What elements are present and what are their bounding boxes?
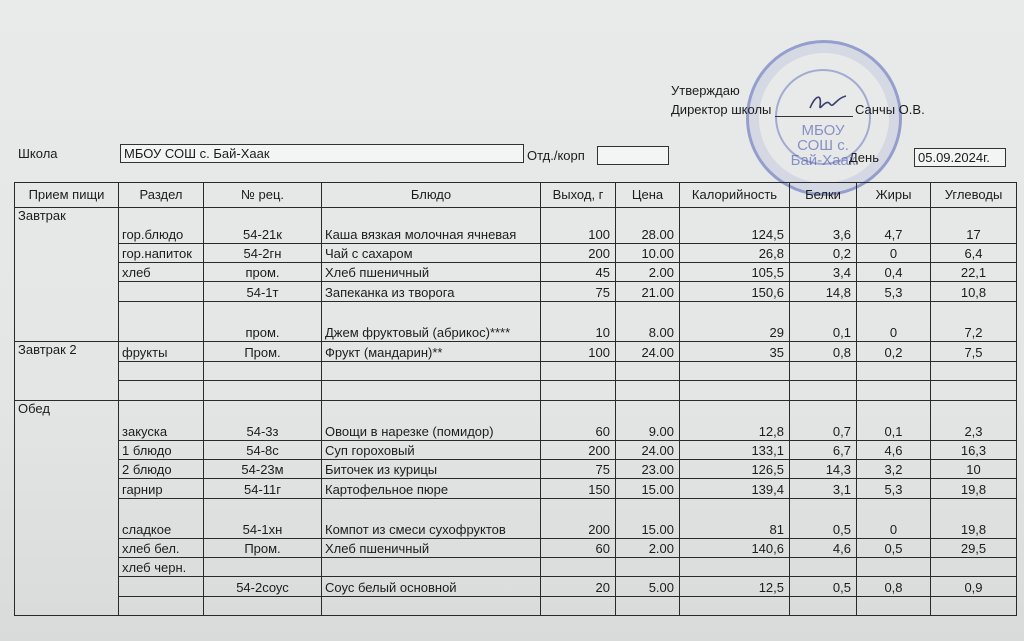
cell-kcal: [680, 597, 790, 616]
signature-line: [775, 116, 853, 117]
cell-section: фрукты: [119, 342, 204, 362]
cell-recipe: 54-2соус: [204, 577, 322, 597]
cell-kcal: 124,5: [680, 208, 790, 244]
cell-recipe: 54-3з: [204, 401, 322, 441]
cell-weight: 200: [541, 244, 616, 263]
cell-fat: [857, 558, 931, 577]
col-price: Цена: [616, 183, 680, 208]
cell-kcal: 139,4: [680, 479, 790, 499]
cell-meal: [15, 263, 119, 282]
cell-carbs: 10,8: [931, 282, 1017, 302]
cell-meal: [15, 460, 119, 479]
table-row: [15, 244, 1017, 263]
cell-section: хлеб: [119, 263, 204, 282]
cell-price: [616, 362, 680, 381]
cell-section: [119, 381, 204, 401]
menu-table: [14, 182, 1017, 616]
dept-label: Отд./корп: [527, 148, 585, 163]
cell-fat: 0,1: [857, 401, 931, 441]
cell-protein: 0,5: [790, 499, 857, 539]
cell-recipe: [204, 558, 322, 577]
col-fat: Жиры: [857, 183, 931, 208]
cell-fat: 0,5: [857, 539, 931, 558]
cell-protein: 3,4: [790, 263, 857, 282]
cell-kcal: 29: [680, 302, 790, 342]
cell-price: 24.00: [616, 441, 680, 460]
cell-dish: Соус белый основной: [322, 577, 541, 597]
cell-meal: [15, 539, 119, 558]
table-row: [15, 479, 1017, 499]
cell-carbs: [931, 597, 1017, 616]
cell-dish: Компот из смеси сухофруктов: [322, 499, 541, 539]
cell-dish: Картофельное пюре: [322, 479, 541, 499]
cell-kcal: 26,8: [680, 244, 790, 263]
cell-price: 28.00: [616, 208, 680, 244]
cell-dish: Запеканка из творога: [322, 282, 541, 302]
cell-recipe: 54-8с: [204, 441, 322, 460]
cell-meal: [15, 244, 119, 263]
cell-dish: [322, 558, 541, 577]
cell-carbs: 6,4: [931, 244, 1017, 263]
cell-section: [119, 577, 204, 597]
cell-protein: 4,6: [790, 539, 857, 558]
cell-weight: [541, 558, 616, 577]
table-header-row: [15, 183, 1017, 208]
cell-section: [119, 282, 204, 302]
cell-weight: 150: [541, 479, 616, 499]
cell-recipe: 54-21к: [204, 208, 322, 244]
cell-carbs: 29,5: [931, 539, 1017, 558]
director-name: Санчы О.В.: [855, 102, 925, 117]
cell-carbs: 10: [931, 460, 1017, 479]
cell-fat: 0,4: [857, 263, 931, 282]
cell-dish: Хлеб пшеничный: [322, 539, 541, 558]
cell-price: 24.00: [616, 342, 680, 362]
cell-recipe: 54-11г: [204, 479, 322, 499]
cell-fat: [857, 597, 931, 616]
cell-fat: 4,7: [857, 208, 931, 244]
cell-price: 21.00: [616, 282, 680, 302]
cell-dish: Биточек из курицы: [322, 460, 541, 479]
cell-price: [616, 597, 680, 616]
col-weight: Выход, г: [541, 183, 616, 208]
cell-protein: 14,8: [790, 282, 857, 302]
cell-protein: 3,6: [790, 208, 857, 244]
cell-recipe: [204, 381, 322, 401]
cell-section: гор.блюдо: [119, 208, 204, 244]
cell-section: хлеб черн.: [119, 558, 204, 577]
table-row: [15, 460, 1017, 479]
cell-carbs: [931, 362, 1017, 381]
cell-kcal: 133,1: [680, 441, 790, 460]
cell-recipe: 54-2гн: [204, 244, 322, 263]
cell-price: 9.00: [616, 401, 680, 441]
cell-recipe: пром.: [204, 263, 322, 282]
cell-protein: 0,8: [790, 342, 857, 362]
cell-section: 1 блюдо: [119, 441, 204, 460]
cell-protein: 14,3: [790, 460, 857, 479]
table-row: [15, 499, 1017, 539]
cell-carbs: 22,1: [931, 263, 1017, 282]
cell-fat: 3,2: [857, 460, 931, 479]
cell-weight: 60: [541, 539, 616, 558]
cell-carbs: 17: [931, 208, 1017, 244]
cell-meal: [15, 362, 119, 381]
cell-section: сладкое: [119, 499, 204, 539]
cell-dish: Суп гороховый: [322, 441, 541, 460]
col-carbs: Углеводы: [931, 183, 1017, 208]
director-label: Директор школы: [671, 102, 772, 117]
cell-protein: 3,1: [790, 479, 857, 499]
cell-section: [119, 362, 204, 381]
cell-meal: [15, 381, 119, 401]
cell-fat: 0,8: [857, 577, 931, 597]
cell-section: хлеб бел.: [119, 539, 204, 558]
cell-kcal: 150,6: [680, 282, 790, 302]
cell-fat: 5,3: [857, 479, 931, 499]
cell-dish: Каша вязкая молочная ячневая: [322, 208, 541, 244]
table-row: [15, 558, 1017, 577]
cell-dish: [322, 597, 541, 616]
cell-price: 15.00: [616, 479, 680, 499]
table-row: [15, 342, 1017, 362]
cell-price: 8.00: [616, 302, 680, 342]
col-recipe: № рец.: [204, 183, 322, 208]
cell-protein: [790, 597, 857, 616]
cell-kcal: [680, 381, 790, 401]
cell-weight: 75: [541, 282, 616, 302]
cell-weight: 45: [541, 263, 616, 282]
cell-kcal: 105,5: [680, 263, 790, 282]
cell-dish: Джем фруктовый (абрикос)****: [322, 302, 541, 342]
cell-recipe: пром.: [204, 302, 322, 342]
cell-protein: 0,5: [790, 577, 857, 597]
table-row: [15, 362, 1017, 381]
cell-section: 2 блюдо: [119, 460, 204, 479]
cell-protein: 0,1: [790, 302, 857, 342]
cell-protein: [790, 558, 857, 577]
cell-protein: [790, 381, 857, 401]
cell-kcal: 126,5: [680, 460, 790, 479]
cell-dish: Фрукт (мандарин)**: [322, 342, 541, 362]
cell-dish: Чай с сахаром: [322, 244, 541, 263]
cell-meal: [15, 441, 119, 460]
cell-fat: 4,6: [857, 441, 931, 460]
cell-meal: [15, 499, 119, 539]
cell-weight: [541, 381, 616, 401]
cell-fat: [857, 362, 931, 381]
cell-weight: 200: [541, 499, 616, 539]
cell-price: 5.00: [616, 577, 680, 597]
cell-carbs: 7,5: [931, 342, 1017, 362]
menu-table-body: [15, 208, 1017, 616]
cell-section: гарнир: [119, 479, 204, 499]
cell-carbs: 7,2: [931, 302, 1017, 342]
cell-recipe: 54-1хн: [204, 499, 322, 539]
table-row: [15, 539, 1017, 558]
cell-protein: 0,7: [790, 401, 857, 441]
approve-label: Утверждаю: [671, 83, 740, 98]
cell-meal: Завтрак: [15, 208, 119, 244]
cell-recipe: [204, 597, 322, 616]
stamp-text: МБОУ СОШ с. Бай-Хаак: [790, 122, 856, 169]
cell-fat: 5,3: [857, 282, 931, 302]
day-label: День: [849, 150, 879, 165]
cell-meal: [15, 479, 119, 499]
cell-dish: Овощи в нарезке (помидор): [322, 401, 541, 441]
cell-carbs: 2,3: [931, 401, 1017, 441]
col-section: Раздел: [119, 183, 204, 208]
table-row: [15, 577, 1017, 597]
cell-meal: [15, 302, 119, 342]
cell-fat: 0: [857, 499, 931, 539]
table-row: [15, 263, 1017, 282]
cell-price: 2.00: [616, 539, 680, 558]
cell-dish: Хлеб пшеничный: [322, 263, 541, 282]
school-field[interactable]: МБОУ СОШ с. Бай-Хаак: [120, 144, 524, 163]
cell-fat: [857, 381, 931, 401]
cell-dish: [322, 381, 541, 401]
table-row: [15, 441, 1017, 460]
cell-price: 23.00: [616, 460, 680, 479]
cell-kcal: [680, 558, 790, 577]
cell-meal: [15, 577, 119, 597]
cell-protein: 0,2: [790, 244, 857, 263]
cell-fat: 0: [857, 244, 931, 263]
cell-weight: 10: [541, 302, 616, 342]
cell-recipe: Пром.: [204, 539, 322, 558]
table-row: [15, 282, 1017, 302]
cell-section: закуска: [119, 401, 204, 441]
cell-weight: 75: [541, 460, 616, 479]
table-row: [15, 208, 1017, 244]
director-signature: [808, 92, 848, 114]
school-label: Школа: [18, 146, 58, 161]
cell-fat: 0: [857, 302, 931, 342]
cell-meal: [15, 597, 119, 616]
col-protein: Белки: [790, 183, 857, 208]
cell-recipe: 54-23м: [204, 460, 322, 479]
cell-carbs: 19,8: [931, 479, 1017, 499]
cell-kcal: 140,6: [680, 539, 790, 558]
cell-kcal: [680, 362, 790, 381]
cell-weight: [541, 597, 616, 616]
cell-section: гор.напиток: [119, 244, 204, 263]
cell-meal: [15, 282, 119, 302]
table-row: [15, 381, 1017, 401]
dept-field[interactable]: [597, 146, 669, 165]
cell-carbs: 16,3: [931, 441, 1017, 460]
cell-weight: 20: [541, 577, 616, 597]
cell-weight: 200: [541, 441, 616, 460]
cell-carbs: 19,8: [931, 499, 1017, 539]
cell-price: [616, 381, 680, 401]
cell-weight: 100: [541, 342, 616, 362]
cell-price: [616, 558, 680, 577]
col-meal: Прием пищи: [15, 183, 119, 208]
cell-meal: Завтрак 2: [15, 342, 119, 362]
cell-weight: 60: [541, 401, 616, 441]
cell-kcal: 12,8: [680, 401, 790, 441]
cell-fat: 0,2: [857, 342, 931, 362]
cell-section: [119, 597, 204, 616]
cell-recipe: 54-1т: [204, 282, 322, 302]
table-row: [15, 401, 1017, 441]
col-kcal: Калорийность: [680, 183, 790, 208]
cell-section: [119, 302, 204, 342]
table-row: [15, 302, 1017, 342]
cell-weight: [541, 362, 616, 381]
table-row: [15, 597, 1017, 616]
cell-weight: 100: [541, 208, 616, 244]
col-dish: Блюдо: [322, 183, 541, 208]
cell-carbs: 0,9: [931, 577, 1017, 597]
cell-recipe: [204, 362, 322, 381]
cell-protein: [790, 362, 857, 381]
cell-carbs: [931, 381, 1017, 401]
cell-dish: [322, 362, 541, 381]
cell-price: 2.00: [616, 263, 680, 282]
cell-kcal: 12,5: [680, 577, 790, 597]
cell-price: 15.00: [616, 499, 680, 539]
cell-kcal: 35: [680, 342, 790, 362]
day-field[interactable]: 05.09.2024г.: [914, 148, 1006, 167]
cell-protein: 6,7: [790, 441, 857, 460]
cell-recipe: Пром.: [204, 342, 322, 362]
cell-meal: Обед: [15, 401, 119, 441]
cell-kcal: 81: [680, 499, 790, 539]
cell-meal: [15, 558, 119, 577]
cell-price: 10.00: [616, 244, 680, 263]
official-stamp: [746, 40, 902, 196]
cell-carbs: [931, 558, 1017, 577]
